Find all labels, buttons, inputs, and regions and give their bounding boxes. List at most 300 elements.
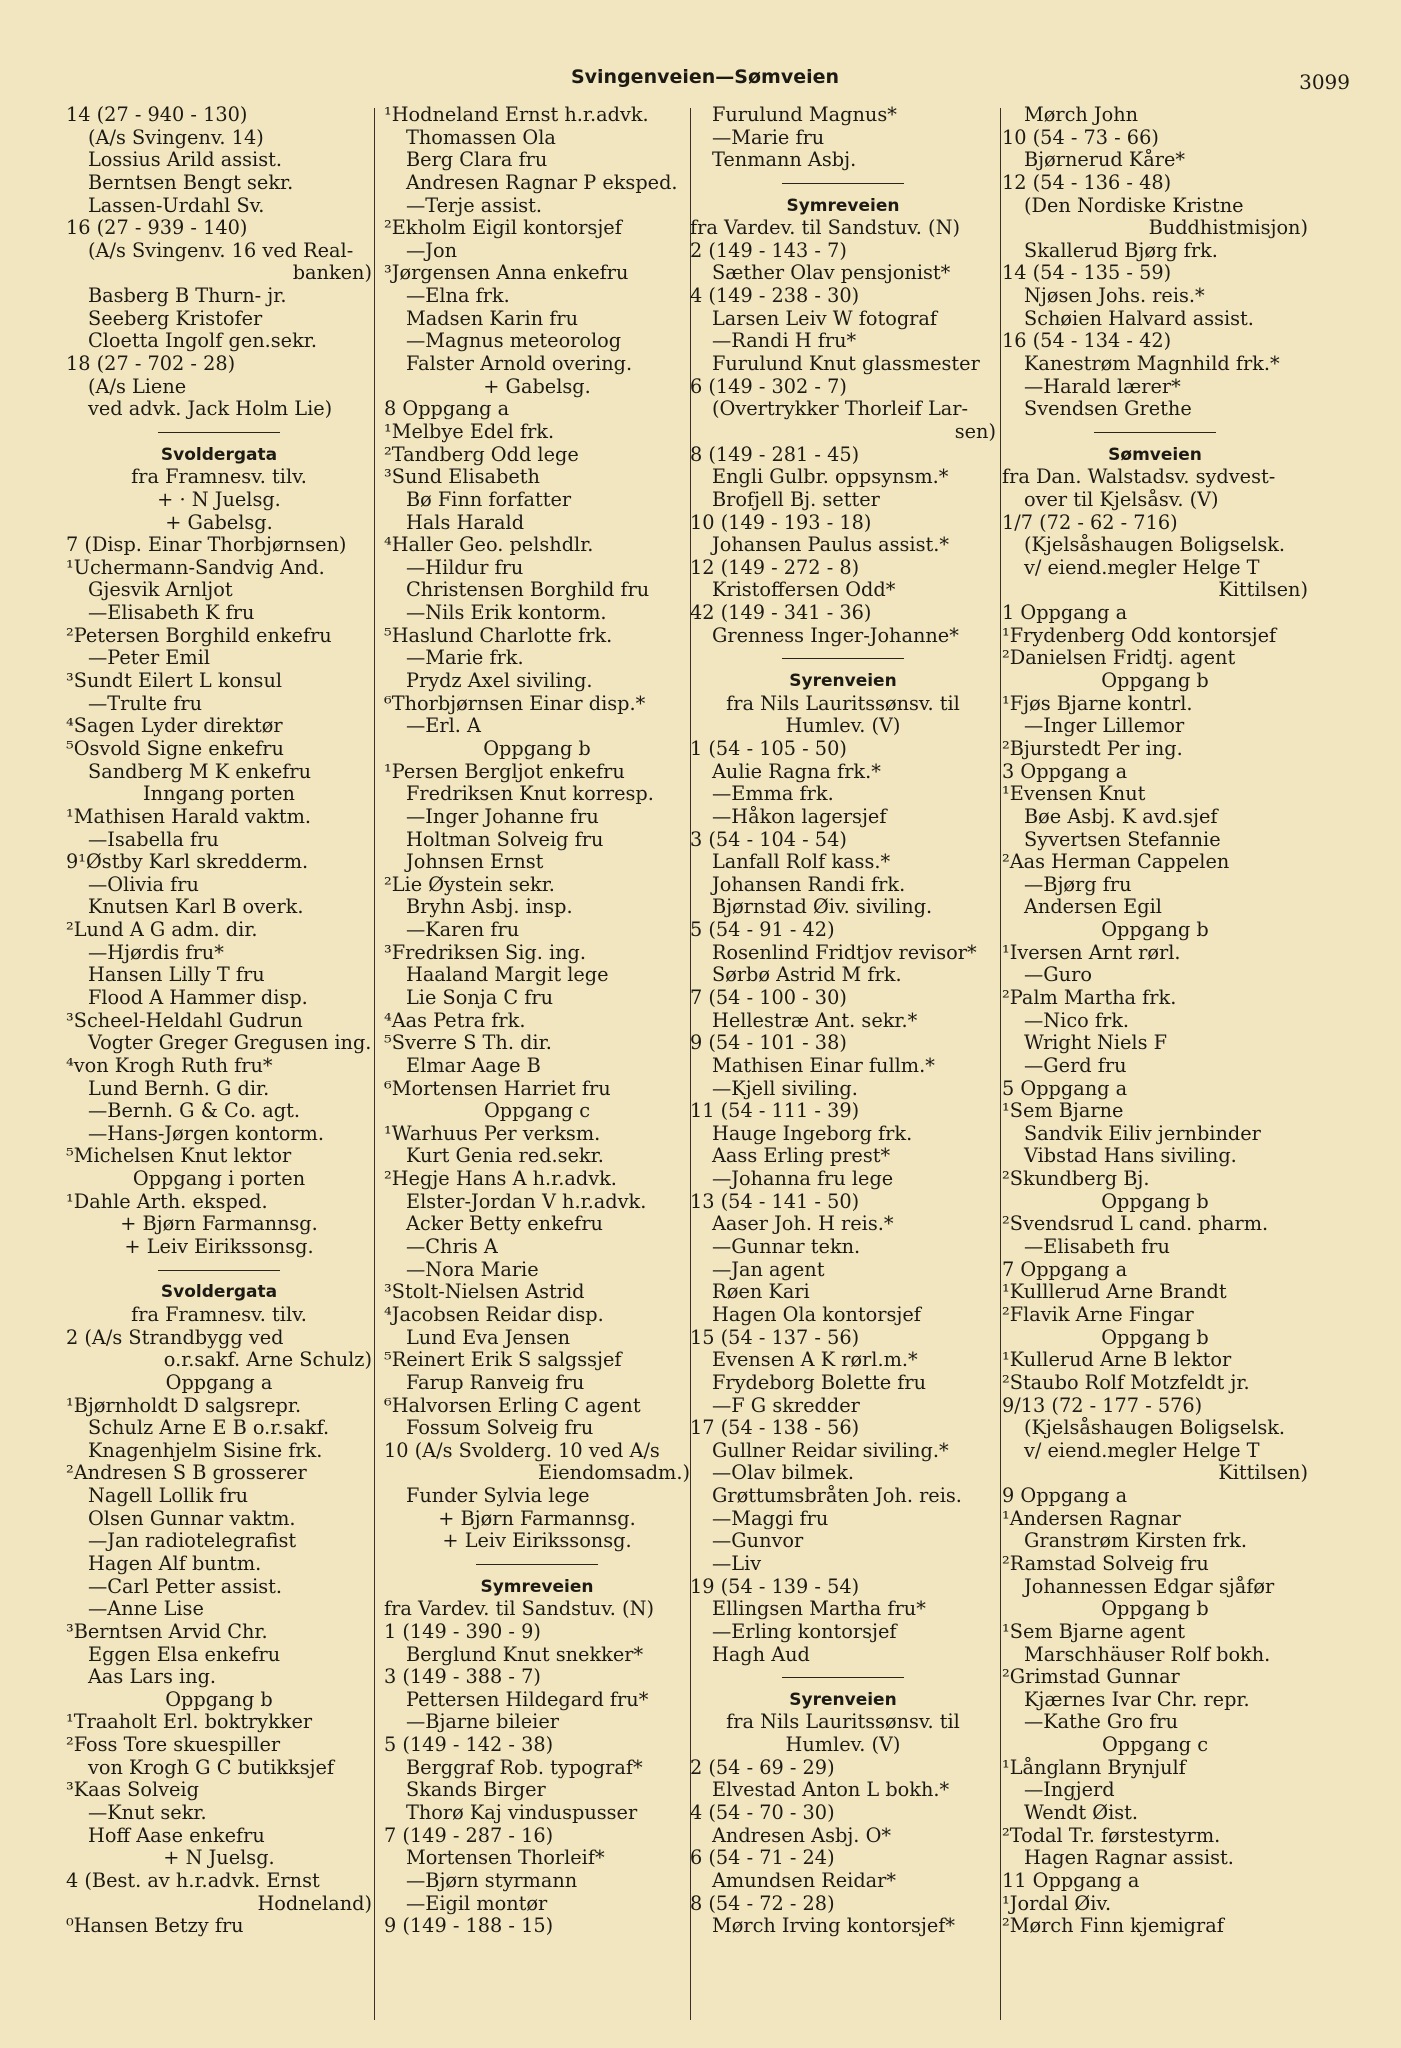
directory-line: Elvestad Anton L bokh.*	[712, 1779, 950, 1802]
directory-line: ²Grimstad Gunnar	[1002, 1666, 1180, 1689]
directory-line: 1 (149 - 390 - 9)	[384, 1620, 541, 1643]
directory-line: fra Nils Lauritssønsv. til	[726, 1711, 960, 1734]
directory-line: ³Fredriksen Sig. ing.	[384, 941, 587, 964]
directory-line: ²Palm Martha frk.	[1002, 986, 1177, 1009]
directory-line: Aas Lars ing.	[88, 1666, 217, 1689]
directory-line: ⁵Sverre S Th. dir.	[384, 1032, 552, 1055]
directory-line: fra Framnesv. tilv.	[131, 1303, 307, 1326]
directory-line: Hansen Lilly T fru	[88, 964, 265, 987]
directory-line: ³Jørgensen Anna enkefru	[384, 262, 629, 285]
directory-line: fra Nils Lauritssønsv. til	[726, 692, 960, 715]
directory-line: + Leiv Eirikssonsg.	[442, 1530, 632, 1553]
directory-line: Oppgang b	[165, 1688, 273, 1711]
directory-line: Lanfall Rolf kass.*	[712, 851, 891, 874]
directory-line: 5 (54 - 91 - 42)	[690, 919, 835, 942]
directory-line: 11 (54 - 111 - 39)	[690, 1100, 860, 1123]
directory-line: Kurt Genia red.sekr.	[406, 1145, 604, 1168]
directory-line: —Isabella fru	[88, 828, 219, 851]
directory-line: (A/s Svingenv. 14)	[88, 126, 264, 149]
directory-line: ¹Warhuus Per verksm.	[384, 1122, 601, 1145]
directory-line: ²Bjurstedt Per ing.	[1002, 737, 1183, 760]
directory-line: —Hildur fru	[406, 556, 524, 579]
directory-line: Knagenhjelm Sisine frk.	[88, 1439, 323, 1462]
directory-line: fra Dan. Walstadsv. sydvest-	[1002, 466, 1276, 489]
directory-line: Schøien Halvard assist.	[1024, 307, 1254, 330]
directory-line: Amundsen Reidar*	[712, 1869, 897, 1892]
directory-line: Johansen Randi frk.	[712, 873, 906, 896]
directory-line: Sandvik Eiliv jernbinder	[1024, 1122, 1261, 1145]
directory-line: 1 (54 - 105 - 50)	[690, 737, 847, 760]
directory-line: ¹Uchermann-Sandvig And.	[66, 556, 325, 579]
directory-line: ¹Långlann Brynjulf	[1002, 1756, 1186, 1779]
directory-line: Funder Sylvia lege	[406, 1485, 590, 1508]
directory-line: Sandberg M K enkefru	[88, 760, 312, 783]
directory-line: ¹Bjørnholdt D salgsrepr.	[66, 1394, 302, 1417]
directory-line: Furulund Knut glassmester	[712, 353, 980, 376]
directory-line: Hoff Aase enkefru	[88, 1824, 265, 1847]
directory-line: sen)	[954, 420, 996, 443]
directory-line: ²Tandberg Odd lege	[384, 443, 579, 466]
directory-line: 12 (54 - 136 - 48)	[1002, 171, 1172, 194]
directory-line: Holtman Solveig fru	[406, 828, 604, 851]
directory-line: 6 (54 - 71 - 24)	[690, 1847, 835, 1870]
directory-line: ⁴Aas Petra frk.	[384, 1009, 526, 1032]
directory-line: —Liv	[712, 1553, 762, 1575]
directory-line: Kristoffersen Odd*	[712, 579, 896, 602]
directory-line: ⁶Mortensen Harriet fru	[384, 1077, 611, 1100]
directory-line: ²Foss Tore skuespiller	[66, 1734, 281, 1757]
directory-line: Schulz Arne E B o.r.sakf.	[88, 1417, 330, 1440]
page-title: Svingenveien—Sømveien	[570, 66, 840, 88]
directory-line: —Hans-Jørgen kontorm.	[88, 1122, 324, 1145]
directory-line: —Terje assist.	[406, 194, 543, 217]
directory-line: 1/7 (72 - 62 - 716)	[1002, 511, 1178, 534]
directory-line: ²Petersen Borghild enkefru	[66, 624, 332, 647]
directory-line: ²Aas Herman Cappelen	[1002, 851, 1230, 874]
directory-line: 2 (54 - 69 - 29)	[690, 1756, 835, 1779]
directory-line: 9¹Østby Karl skredderm.	[66, 851, 309, 874]
directory-line: Prydz Axel siviling.	[406, 670, 593, 693]
directory-line: Buddhistmisjon)	[1148, 217, 1308, 240]
directory-line: Oppgang c	[1101, 1734, 1209, 1757]
directory-line: ¹Traaholt Erl. boktrykker	[66, 1711, 313, 1734]
directory-line: 8 (149 - 281 - 45)	[690, 443, 860, 466]
directory-line: Kjærnes Ivar Chr. repr.	[1024, 1688, 1250, 1711]
directory-line: 6 (149 - 302 - 7)	[690, 375, 847, 398]
street-heading: Svoldergata	[160, 444, 278, 465]
directory-line: (A/s Svingenv. 16 ved Real-	[88, 239, 354, 262]
directory-line: ²Todal Tr. førstestyrm.	[1002, 1824, 1221, 1847]
directory-line: Mørch Irving kontorsjef*	[712, 1915, 956, 1938]
directory-line: Thorø Kaj vinduspusser	[406, 1802, 638, 1825]
directory-line: Vogter Greger Gregusen ing.	[88, 1032, 372, 1055]
directory-line: 18 (27 - 702 - 28)	[66, 353, 236, 376]
directory-line: Aaser Joh. H reis.*	[712, 1213, 894, 1236]
directory-line: Andresen Asbj. O*	[712, 1824, 892, 1847]
directory-line: Eiendomsadm.)	[538, 1462, 690, 1485]
street-heading: Sømveien	[1108, 444, 1202, 465]
directory-line: ¹Jordal Øiv.	[1002, 1892, 1112, 1915]
directory-line: (Den Nordiske Kristne	[1024, 194, 1244, 217]
directory-line: Oppgang b	[1101, 1598, 1209, 1621]
directory-line: —Maggi fru	[712, 1507, 829, 1530]
section-separator	[690, 172, 996, 195]
directory-line: Rosenlind Fridtjov revisor*	[712, 941, 977, 964]
directory-line: ²Skundberg Bj.	[1002, 1168, 1150, 1191]
directory-line: —Bernh. G & Co. agt.	[88, 1100, 300, 1123]
directory-line: 12 (149 - 272 - 8)	[690, 556, 860, 579]
directory-line: —Bjørn styrmann	[406, 1869, 578, 1892]
directory-line: —Jan radiotelegrafist	[88, 1530, 297, 1553]
directory-line: Mortensen Thorleif*	[406, 1847, 605, 1870]
directory-line: Madsen Karin fru	[406, 307, 579, 330]
directory-line: banken)	[292, 262, 372, 285]
directory-line: Sørbø Astrid M frk.	[712, 964, 902, 987]
directory-line: ¹Evensen Knut	[1002, 783, 1146, 806]
directory-line: —Gunvor	[712, 1530, 804, 1553]
directory-line: ¹Iversen Arnt rørl.	[1002, 941, 1181, 964]
directory-line: Furulund Magnus*	[712, 104, 897, 126]
directory-line: ⁴von Krogh Ruth fru*	[66, 1054, 273, 1077]
directory-line: Kittilsen)	[1218, 579, 1308, 602]
directory-line: ²Hegje Hans A h.r.advk.	[384, 1168, 617, 1191]
directory-line: Lassen-Urdahl Sv.	[88, 194, 265, 217]
directory-line: ²Svendsrud L cand. pharm.	[1002, 1213, 1269, 1236]
directory-line: —Ingjerd	[1024, 1779, 1115, 1802]
directory-line: Bjørnstad Øiv. siviling.	[712, 896, 933, 919]
directory-line: Gullner Reidar siviling.*	[712, 1439, 949, 1462]
directory-line: ²Staubo Rolf Motzfeldt jr.	[1002, 1371, 1250, 1394]
directory-line: Lie Sonja C fru	[406, 986, 554, 1009]
directory-line: Inngang porten	[143, 783, 295, 806]
directory-line: fra Framnesv. tilv.	[131, 466, 307, 489]
directory-line: Acker Betty enkefru	[406, 1213, 603, 1236]
section-separator	[1002, 421, 1308, 444]
directory-line: Sæther Olav pensjonist*	[712, 262, 951, 285]
directory-line: ²Ekholm Eigil kontorsjef	[384, 217, 622, 240]
directory-line: Oppgang b	[1101, 1190, 1209, 1213]
directory-line: + Bjørn Farmannsg.	[120, 1213, 318, 1236]
column-4	[1002, 104, 1308, 2024]
directory-line: 9 (54 - 101 - 38)	[690, 1032, 847, 1055]
directory-line: 16 (54 - 134 - 42)	[1002, 330, 1172, 353]
directory-line: 11 Oppgang a	[1002, 1869, 1140, 1892]
directory-line: ²Lie Øystein sekr.	[384, 873, 555, 896]
directory-line: + Leiv Eirikssonsg.	[124, 1236, 314, 1259]
directory-line: Oppgang b	[1101, 1326, 1209, 1349]
directory-line: Lossius Arild assist.	[88, 149, 282, 172]
directory-line: Brofjell Bj. setter	[712, 488, 880, 511]
street-heading: Syrenveien	[789, 671, 897, 692]
section-separator	[384, 1553, 690, 1576]
directory-line: + N Juelsg.	[163, 1847, 275, 1870]
directory-line: Hagen Alf buntm.	[88, 1553, 262, 1575]
directory-line: —Anne Lise	[88, 1598, 204, 1621]
directory-line: ⁵Reinert Erik S salgssjef	[384, 1349, 622, 1372]
directory-line: ³Sund Elisabeth	[384, 466, 540, 489]
directory-line: Svendsen Grethe	[1024, 398, 1192, 421]
directory-line: 14 (27 - 940 - 130)	[66, 104, 248, 126]
directory-line: Tenmann Asbj.	[712, 149, 857, 172]
directory-line: Eggen Elsa enkefru	[88, 1643, 281, 1666]
directory-line: Olsen Gunnar vaktm.	[88, 1507, 296, 1530]
directory-line: —Olav bilmek.	[712, 1462, 854, 1485]
directory-line: —Elisabeth K fru	[88, 602, 255, 625]
directory-line: ⁶Halvorsen Erling C agent	[384, 1394, 641, 1417]
directory-line: 3 Oppgang a	[1002, 760, 1128, 783]
page-number: 3099	[1299, 70, 1350, 94]
directory-line: 9/13 (72 - 177 - 576)	[1002, 1394, 1203, 1417]
directory-line: Hodneland)	[257, 1892, 372, 1915]
directory-line: Vibstad Hans siviling.	[1024, 1145, 1237, 1168]
directory-line: 8 Oppgang a	[384, 398, 510, 421]
directory-line: ¹Mathisen Harald vaktm.	[66, 805, 312, 828]
column-1	[66, 104, 372, 2024]
directory-line: ²Andresen S B grosserer	[66, 1462, 307, 1485]
directory-line: —Randi H fru*	[712, 330, 857, 353]
directory-line: ¹Persen Bergljot enkefru	[384, 760, 625, 783]
directory-line: (A/s Liene	[88, 375, 187, 398]
directory-line: Flood A Hammer disp.	[88, 986, 308, 1009]
street-heading: Symreveien	[786, 195, 900, 216]
directory-line: —Erling kontorsjef	[712, 1620, 897, 1643]
directory-line: ³Scheel-Heldahl Gudrun	[66, 1009, 303, 1032]
directory-line: —Elisabeth fru	[1024, 1236, 1170, 1259]
directory-line: Johansen Paulus assist.*	[712, 534, 950, 557]
directory-line: Aulie Ragna frk.*	[712, 760, 881, 783]
directory-line: ³Berntsen Arvid Chr.	[66, 1620, 268, 1643]
directory-line: v/ eiend.megler Helge T	[1024, 556, 1260, 579]
directory-line: ⁶Thorbjørnsen Einar disp.*	[384, 692, 646, 715]
directory-line: Knutsen Karl B overk.	[88, 896, 304, 919]
directory-line: Grøttumsbråten Joh. reis.	[712, 1485, 962, 1508]
directory-line: Andresen Ragnar P eksped.	[406, 171, 678, 194]
directory-line: —Johanna fru lege	[712, 1168, 894, 1191]
directory-line: 5 Oppgang a	[1002, 1077, 1128, 1100]
directory-line: —Guro	[1024, 964, 1092, 987]
directory-line: ⁴Sagen Lyder direktør	[66, 715, 283, 738]
directory-line: Skallerud Bjørg frk.	[1024, 239, 1218, 262]
directory-line: Wendt Øist.	[1024, 1802, 1139, 1825]
directory-line: 42 (149 - 341 - 36)	[690, 602, 872, 625]
directory-columns	[66, 104, 1338, 2024]
directory-line: Hellestræ Ant. sekr.*	[712, 1009, 918, 1032]
column-2	[384, 104, 690, 2024]
street-heading: Symreveien	[480, 1576, 594, 1597]
directory-line: Hauge Ingeborg frk.	[712, 1122, 913, 1145]
directory-line: Andersen Egil	[1024, 896, 1162, 919]
directory-line: —Inger Lillemor	[1024, 715, 1185, 738]
section-separator	[66, 421, 372, 444]
directory-line: 3 (149 - 388 - 7)	[384, 1666, 541, 1689]
directory-line: Haaland Margit lege	[406, 964, 609, 987]
directory-line: Kanestrøm Magnhild frk.*	[1024, 353, 1280, 376]
directory-line: ²Mørch Finn kjemigraf	[1002, 1915, 1224, 1938]
directory-line: 8 (54 - 72 - 28)	[690, 1892, 835, 1915]
directory-line: —Gerd fru	[1024, 1054, 1127, 1077]
directory-line: —Kjell siviling.	[712, 1077, 858, 1100]
directory-line: Humlev. (V)	[785, 1734, 901, 1757]
directory-line: 1 Oppgang a	[1002, 602, 1128, 625]
directory-line: Berggraf Rob. typograf*	[406, 1756, 643, 1779]
directory-line: Oppgang b	[1101, 670, 1209, 693]
directory-line: ¹Hodneland Ernst h.r.advk.	[384, 104, 649, 126]
directory-line: 19 (54 - 139 - 54)	[690, 1575, 860, 1598]
directory-line: Humlev. (V)	[785, 715, 901, 738]
directory-line: Christensen Borghild fru	[406, 579, 650, 602]
directory-line: Nagell Lollik fru	[88, 1485, 249, 1508]
directory-line: Kittilsen)	[1218, 1462, 1308, 1485]
directory-line: 9 (149 - 188 - 15)	[384, 1915, 554, 1938]
directory-line: 7 (54 - 100 - 30)	[690, 986, 847, 1009]
directory-line: Bryhn Asbj. insp.	[406, 896, 573, 919]
directory-line: ⁵Osvold Signe enkefru	[66, 737, 284, 760]
directory-line: ⁴Haller Geo. pelshdlr.	[384, 534, 594, 557]
directory-line: Fossum Solveig fru	[406, 1417, 594, 1440]
directory-line: —Nico frk.	[1024, 1009, 1130, 1032]
directory-line: 9 Oppgang a	[1002, 1485, 1128, 1508]
directory-line: —Jan agent	[712, 1258, 825, 1281]
directory-line: 5 (149 - 142 - 38)	[384, 1734, 554, 1757]
directory-line: —Erl. A	[406, 715, 481, 738]
directory-line: 17 (54 - 138 - 56)	[690, 1417, 860, 1440]
directory-line: Falster Arnold overing.	[406, 353, 633, 376]
directory-line: Evensen A K rørl.m.*	[712, 1349, 918, 1372]
directory-line: —Knut sekr.	[88, 1802, 207, 1825]
page-header	[60, 62, 1350, 98]
directory-line: Lund Eva Jensen	[406, 1326, 570, 1349]
directory-line: 7 (Disp. Einar Thorbjørnsen)	[66, 534, 347, 557]
directory-line: Elster-Jordan V h.r.advk.	[406, 1190, 647, 1213]
directory-line: ²Lund A G adm. dir.	[66, 919, 258, 942]
directory-line: —Gunnar tekn.	[712, 1236, 861, 1259]
directory-line: Grenness Inger-Johanne*	[712, 624, 959, 647]
directory-line: 4 (Best. av h.r.advk. Ernst	[66, 1869, 320, 1892]
directory-line: Oppgang i porten	[132, 1168, 306, 1191]
directory-line: —Eigil montør	[406, 1892, 548, 1915]
directory-line: —Peter Emil	[88, 647, 210, 670]
directory-line: Fredriksen Knut korresp.	[406, 783, 654, 806]
directory-line: ¹Frydenberg Odd kontorsjef	[1002, 624, 1277, 647]
directory-line: 15 (54 - 137 - 56)	[690, 1326, 860, 1349]
directory-line: —Hjørdis fru*	[88, 941, 224, 964]
directory-line: ⁵Haslund Charlotte frk.	[384, 624, 613, 647]
directory-line: ¹Andersen Ragnar	[1002, 1507, 1181, 1530]
directory-line: Hagen Ragnar assist.	[1024, 1847, 1234, 1870]
directory-line: Frydeborg Bolette fru	[712, 1371, 927, 1394]
directory-line: 14 (54 - 135 - 59)	[1002, 262, 1172, 285]
directory-line: 7 (149 - 287 - 16)	[384, 1824, 554, 1847]
directory-line: Granstrøm Kirsten frk.	[1024, 1530, 1247, 1553]
directory-line: Elmar Aage B	[406, 1054, 541, 1077]
directory-line: ¹Kullerud Arne B lektor	[1002, 1349, 1232, 1372]
directory-line: v/ eiend.megler Helge T	[1024, 1439, 1260, 1462]
directory-line: Thomassen Ola	[406, 126, 556, 149]
directory-line: ¹Dahle Arth. eksped.	[66, 1190, 268, 1213]
directory-line: Berntsen Bengt sekr.	[88, 171, 294, 194]
directory-line: Aass Erling prest*	[712, 1145, 891, 1168]
directory-line: ²Ramstad Solveig fru	[1002, 1553, 1209, 1575]
directory-line: Gjesvik Arnljot	[88, 579, 233, 602]
directory-line: Bjørnerud Kåre*	[1024, 149, 1186, 172]
directory-line: —Elna frk.	[406, 285, 510, 308]
directory-line: ¹Fjøs Bjarne kontrl.	[1002, 692, 1193, 715]
directory-line: o.r.sakf. Arne Schulz)	[163, 1349, 372, 1372]
directory-line: Oppgang b	[483, 737, 591, 760]
directory-line: fra Vardev. til Sandstuv. (N)	[690, 217, 960, 240]
section-separator	[690, 1666, 996, 1689]
directory-line: ¹Kulllerud Arne Brandt	[1002, 1281, 1227, 1304]
directory-line: Johnsen Ernst	[406, 851, 544, 874]
directory-line: ³Kaas Solveig	[66, 1779, 199, 1802]
directory-line: Hals Harald	[406, 511, 525, 534]
directory-line: 2 (A/s Strandbygg ved	[66, 1326, 284, 1349]
directory-line: 3 (54 - 104 - 54)	[690, 828, 847, 851]
directory-line: Pettersen Hildegard fru*	[406, 1688, 649, 1711]
street-heading: Svoldergata	[160, 1282, 278, 1303]
directory-line: + Gabelsg.	[483, 375, 591, 398]
directory-line: ³Stolt-Nielsen Astrid	[384, 1281, 585, 1304]
directory-line: (Kjelsåshaugen Boligselsk.	[1024, 1417, 1286, 1440]
directory-line: 7 Oppgang a	[1002, 1258, 1128, 1281]
directory-line: 13 (54 - 141 - 50)	[690, 1190, 860, 1213]
directory-line: —Marie frk.	[406, 647, 524, 670]
directory-line: Hagen Ola kontorsjef	[712, 1303, 921, 1326]
directory-line: —Bjørg fru	[1024, 873, 1132, 896]
column-3	[690, 104, 996, 2024]
directory-line: —Carl Petter assist.	[88, 1575, 283, 1598]
directory-line: Ellingsen Martha fru*	[712, 1598, 926, 1621]
directory-line: ⁵Michelsen Knut lektor	[66, 1145, 292, 1168]
directory-line: —Inger Johanne fru	[406, 805, 599, 828]
directory-line: Bø Finn forfatter	[406, 488, 572, 511]
directory-line: ¹Sem Bjarne	[1002, 1100, 1124, 1123]
directory-line: over til Kjelsåsv. (V)	[1024, 488, 1219, 511]
directory-line: —Nora Marie	[406, 1258, 539, 1281]
directory-line: Wright Niels F	[1024, 1032, 1167, 1055]
directory-line: —Kathe Gro fru	[1024, 1711, 1179, 1734]
directory-line: ²Flavik Arne Fingar	[1002, 1303, 1194, 1326]
directory-line: 2 (149 - 143 - 7)	[690, 239, 847, 262]
directory-line: Oppgang b	[1101, 919, 1209, 942]
directory-line: —Harald lærer*	[1024, 375, 1181, 398]
directory-line: —Olivia fru	[88, 873, 199, 896]
directory-line: ¹Sem Bjarne agent	[1002, 1620, 1185, 1643]
directory-line: Oppgang c	[483, 1100, 591, 1123]
directory-line: Engli Gulbr. oppsynsm.*	[712, 466, 949, 489]
section-separator	[690, 647, 996, 670]
directory-line: + Bjørn Farmannsg.	[438, 1507, 636, 1530]
directory-line: Mørch John	[1024, 104, 1139, 126]
street-heading: Syrenveien	[789, 1689, 897, 1710]
directory-line: Marschhäuser Rolf bokh.	[1024, 1643, 1271, 1666]
directory-line: Røen Kari	[712, 1281, 810, 1304]
directory-line: 4 (54 - 70 - 30)	[690, 1802, 835, 1825]
directory-line: Basberg B Thurn- jr.	[88, 285, 287, 308]
directory-line: Cloetta Ingolf gen.sekr.	[88, 330, 317, 353]
directory-line: ved advk. Jack Holm Lie)	[88, 398, 333, 421]
directory-line: ¹Melbye Edel frk.	[384, 420, 555, 443]
directory-line: —Emma frk.	[712, 783, 834, 806]
directory-line: 10 (149 - 193 - 18)	[690, 511, 872, 534]
directory-line: —Chris A	[406, 1236, 498, 1259]
directory-line: Seeberg Kristofer	[88, 307, 263, 330]
directory-line: Mathisen Einar fullm.*	[712, 1054, 935, 1077]
directory-line: Berg Clara fru	[406, 149, 548, 172]
directory-line: + Gabelsg.	[165, 511, 273, 534]
directory-line: Skands Birger	[406, 1779, 546, 1802]
directory-line: —Nils Erik kontorm.	[406, 602, 607, 625]
